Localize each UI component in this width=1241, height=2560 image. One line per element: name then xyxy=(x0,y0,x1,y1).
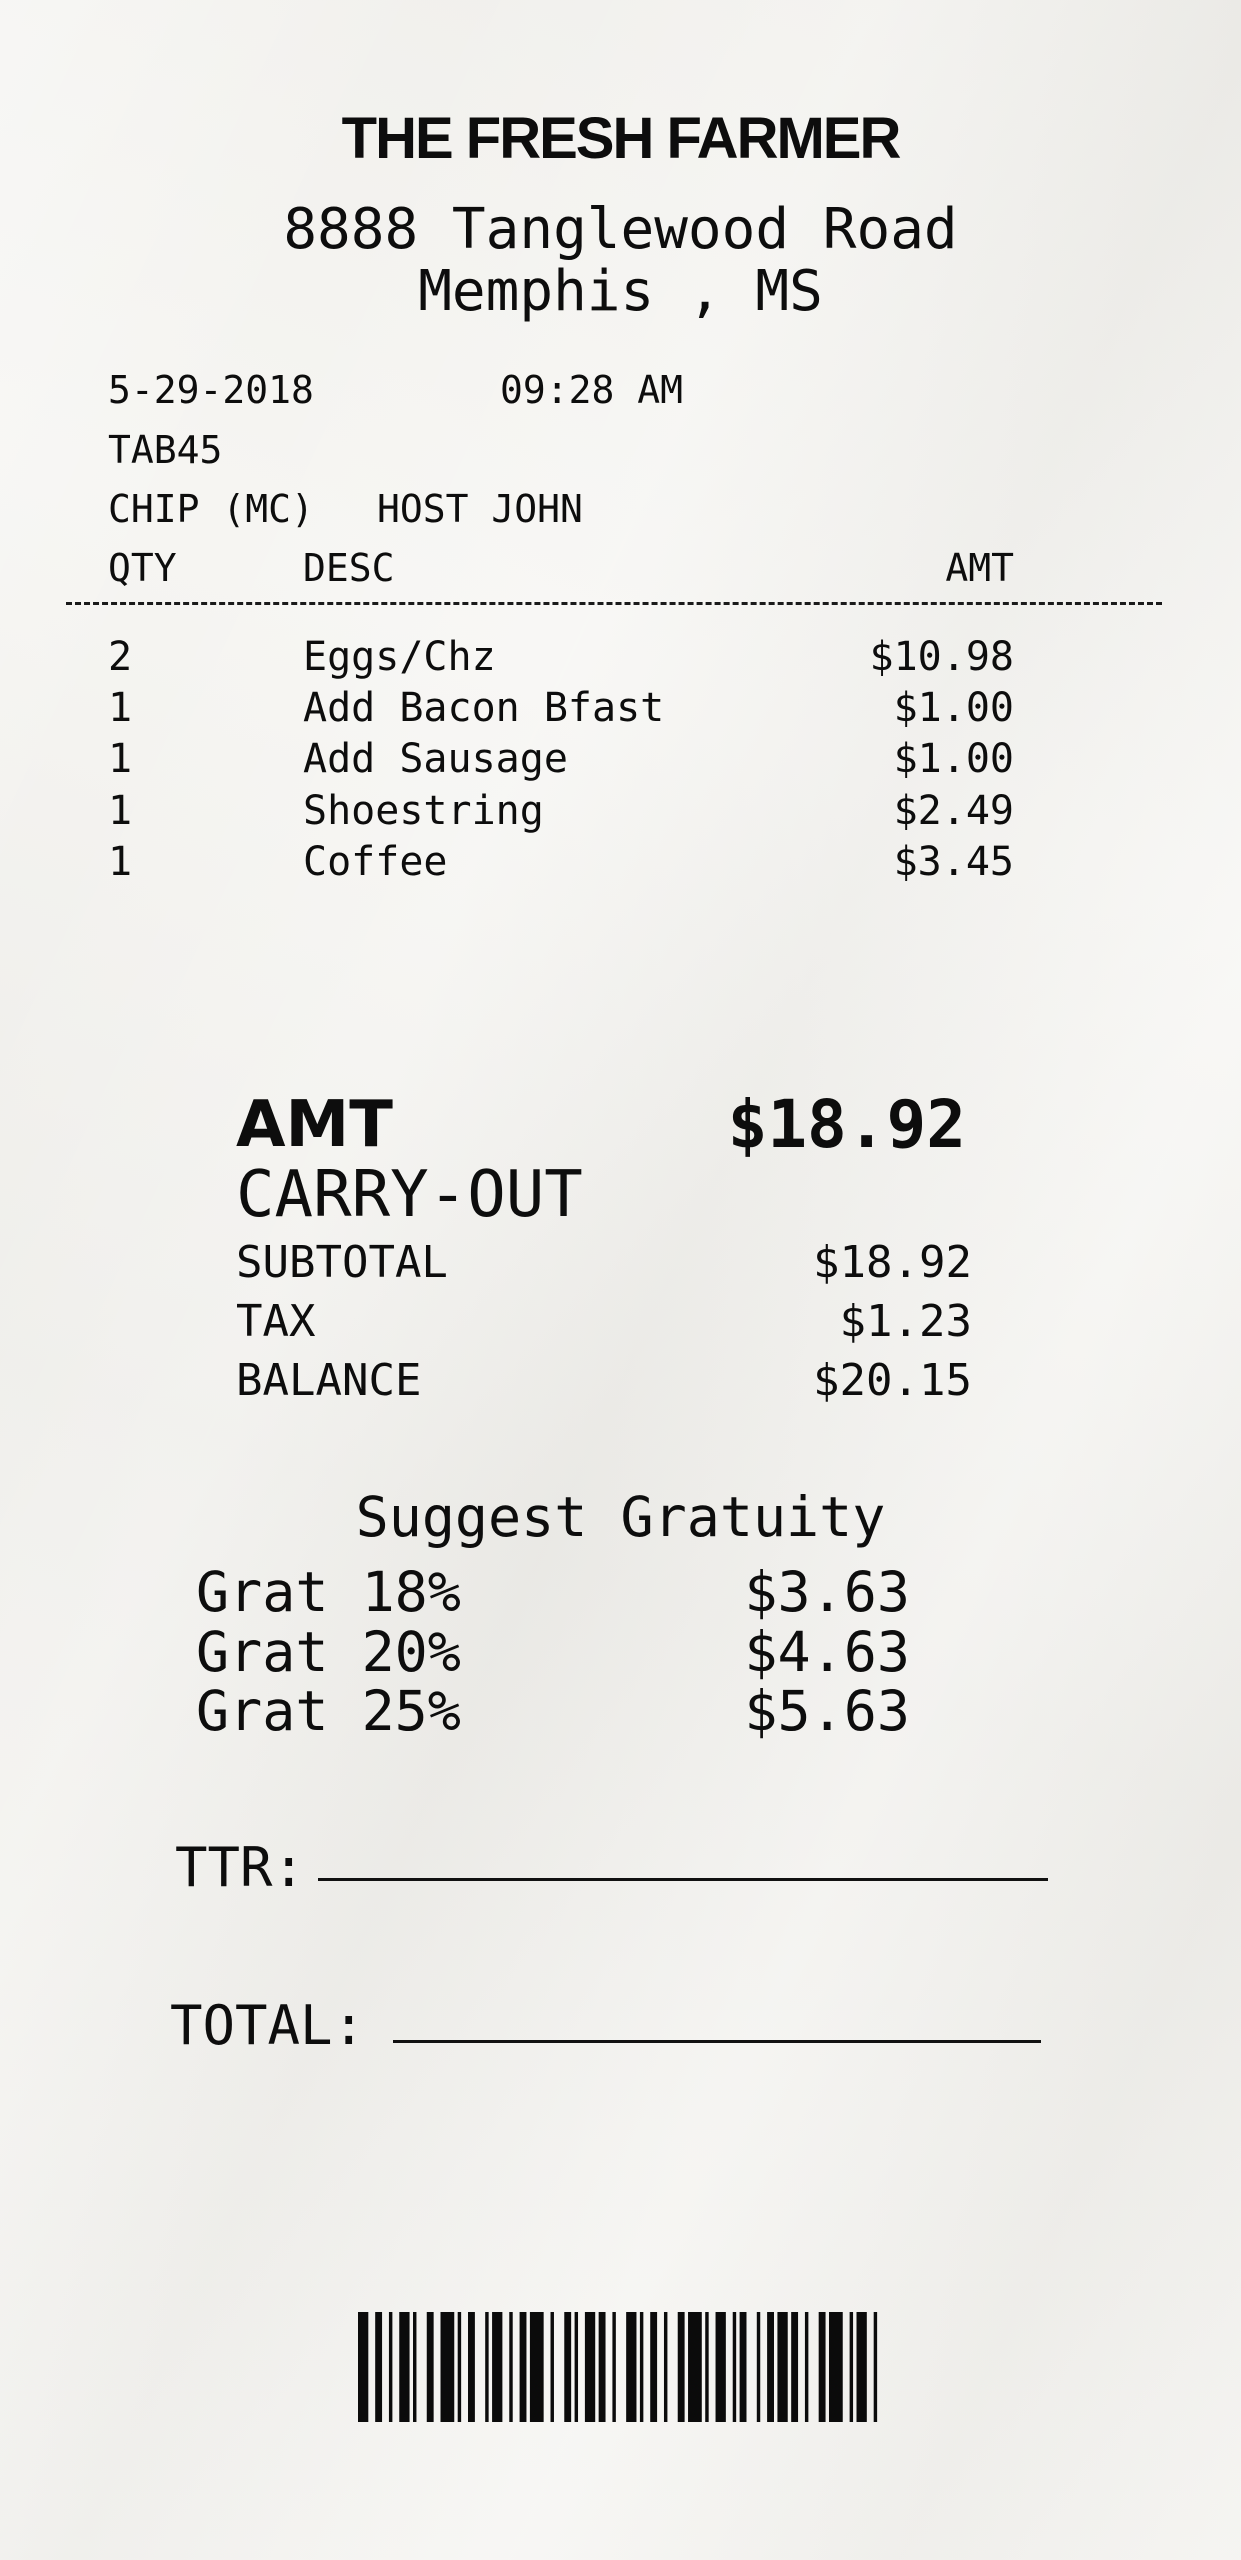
barcode-bar xyxy=(389,2312,392,2422)
barcode-bar xyxy=(767,2312,774,2422)
column-desc: DESC xyxy=(303,546,395,590)
barcode-bar xyxy=(705,2312,708,2422)
item-qty: 1 xyxy=(108,736,133,782)
barcode-bar xyxy=(585,2312,595,2422)
host-name: HOST JOHN xyxy=(377,487,583,531)
item-desc: Shoestring xyxy=(303,788,544,834)
ttr-label: TTR: xyxy=(175,1836,306,1899)
gratuity-label: Grat 20% xyxy=(196,1620,461,1684)
barcode-bar xyxy=(791,2312,798,2422)
barcode-bar xyxy=(678,2312,685,2422)
barcode-bar xyxy=(575,2312,578,2422)
gratuity-value: $3.63 xyxy=(744,1560,910,1624)
ttr-line[interactable] xyxy=(318,1878,1048,1881)
barcode-bar xyxy=(375,2312,382,2422)
tab-number: TAB45 xyxy=(108,428,223,472)
barcode-bar xyxy=(399,2312,409,2422)
barcode-bar xyxy=(819,2312,826,2422)
item-amt: $3.45 xyxy=(893,839,1014,885)
amount-label: AMT xyxy=(236,1088,393,1162)
barcode-icon xyxy=(358,2312,884,2422)
barcode-bar xyxy=(640,2312,643,2422)
barcode-bar xyxy=(757,2312,760,2422)
total-line[interactable] xyxy=(393,2040,1041,2043)
barcode-bar xyxy=(441,2312,455,2422)
barcode-bar xyxy=(805,2312,808,2422)
barcode-bar xyxy=(716,2312,726,2422)
barcode-bar xyxy=(492,2312,502,2422)
barcode-bar xyxy=(850,2312,853,2422)
barcode-bar xyxy=(733,2312,736,2422)
barcode-bar xyxy=(829,2312,843,2422)
item-qty: 1 xyxy=(108,685,133,731)
barcode-bar xyxy=(413,2312,416,2422)
tax-value: $1.23 xyxy=(839,1296,972,1347)
column-amt: AMT xyxy=(945,546,1014,590)
total-label: TOTAL: xyxy=(170,1994,366,2057)
receipt-time: 09:28 AM xyxy=(500,368,684,412)
barcode-bar xyxy=(509,2312,512,2422)
order-type: CARRY-OUT xyxy=(236,1158,583,1232)
address-line-1: 8888 Tanglewood Road xyxy=(283,197,958,262)
payment-method: CHIP (MC) xyxy=(108,487,314,531)
item-desc: Coffee xyxy=(303,839,448,885)
store-name: THE FRESH FARMER xyxy=(341,106,900,171)
barcode-bar xyxy=(626,2312,636,2422)
item-amt: $1.00 xyxy=(893,685,1014,731)
gratuity-label: Grat 25% xyxy=(196,1679,461,1743)
barcode-bar xyxy=(485,2312,488,2422)
barcode-bar xyxy=(857,2312,867,2422)
barcode-bar xyxy=(612,2312,615,2422)
barcode-bar xyxy=(564,2312,571,2422)
item-amt: $10.98 xyxy=(869,634,1014,680)
barcode-bar xyxy=(688,2312,702,2422)
tax-label: TAX xyxy=(236,1296,316,1347)
item-desc: Eggs/Chz xyxy=(303,634,496,680)
barcode-bar xyxy=(427,2312,434,2422)
item-qty: 2 xyxy=(108,634,133,680)
item-amt: $1.00 xyxy=(893,736,1014,782)
barcode-bar xyxy=(551,2312,554,2422)
subtotal-value: $18.92 xyxy=(813,1237,972,1288)
barcode-bar xyxy=(530,2312,544,2422)
gratuity-title: Suggest Gratuity xyxy=(355,1485,886,1549)
barcode-bar xyxy=(650,2312,657,2422)
column-qty: QTY xyxy=(108,546,177,590)
gratuity-value: $4.63 xyxy=(744,1620,910,1684)
balance-label: BALANCE xyxy=(236,1355,422,1406)
barcode-bar xyxy=(358,2312,368,2422)
subtotal-label: SUBTOTAL xyxy=(236,1237,448,1288)
barcode-bar xyxy=(468,2312,475,2422)
item-qty: 1 xyxy=(108,839,133,885)
gratuity-value: $5.63 xyxy=(744,1679,910,1743)
item-amt: $2.49 xyxy=(893,788,1014,834)
divider xyxy=(66,602,1162,605)
barcode-bar xyxy=(874,2312,877,2422)
barcode-bar xyxy=(664,2312,667,2422)
item-qty: 1 xyxy=(108,788,133,834)
barcode-bar xyxy=(458,2312,461,2422)
balance-value: $20.15 xyxy=(813,1355,972,1406)
address-line-2: Memphis , MS xyxy=(418,259,823,324)
item-desc: Add Sausage xyxy=(303,736,568,782)
barcode-bar xyxy=(520,2312,527,2422)
item-desc: Add Bacon Bfast xyxy=(303,685,665,731)
barcode-bar xyxy=(777,2312,787,2422)
receipt-date: 5-29-2018 xyxy=(108,368,314,412)
barcode-bar xyxy=(599,2312,606,2422)
gratuity-label: Grat 18% xyxy=(196,1560,461,1624)
amount-value: $18.92 xyxy=(727,1086,966,1163)
barcode-bar xyxy=(740,2312,747,2422)
